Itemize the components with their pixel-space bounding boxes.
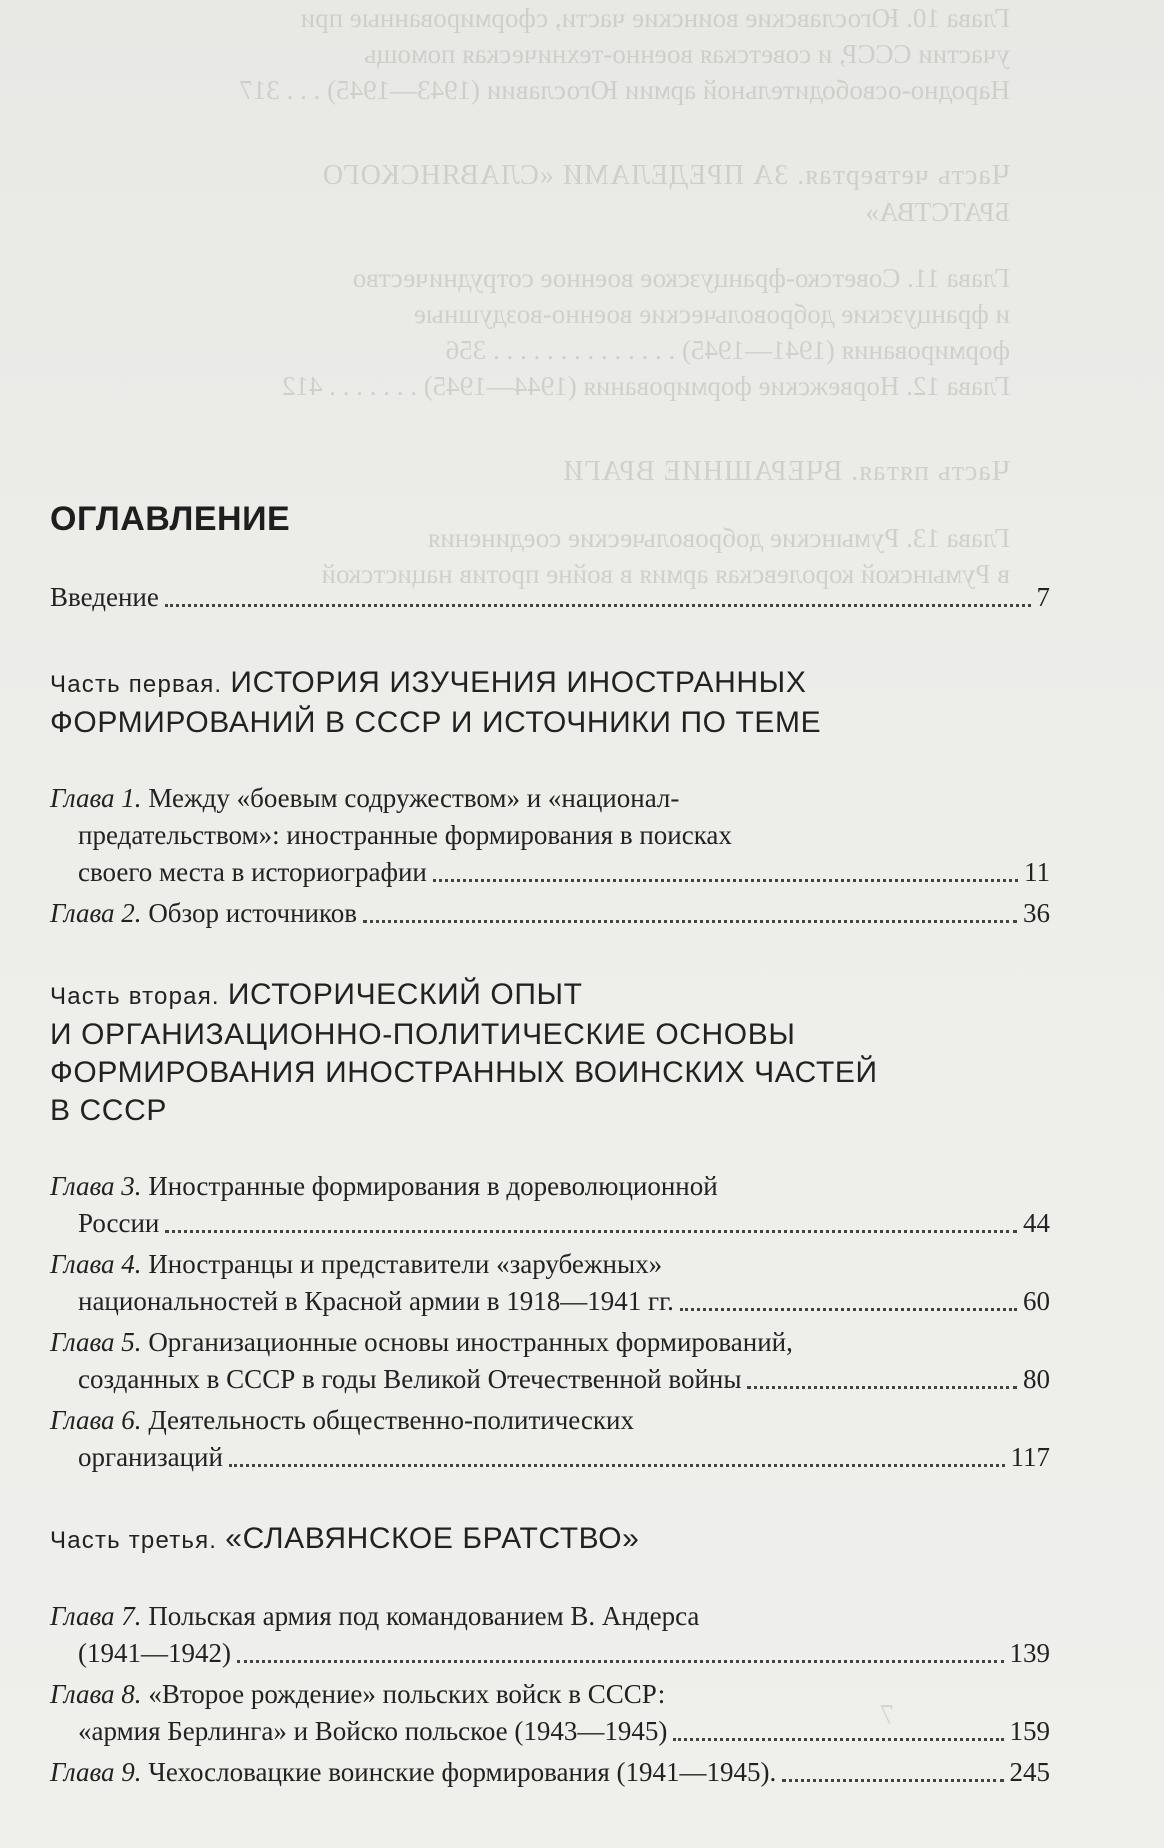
toc-entry-chapter-5[interactable]	[50, 1324, 1050, 1398]
chapter-title: Иностранцы и представители «зарубежных»	[148, 1249, 663, 1279]
entry-page: 159	[1009, 1716, 1050, 1746]
entry-page: 60	[1023, 1286, 1050, 1316]
toc-entry-chapter-8[interactable]	[50, 1676, 1050, 1750]
chapter-number: Глава 2.	[50, 898, 142, 928]
part-heading-2	[50, 976, 1050, 1130]
part-label: Часть вторая.	[50, 983, 220, 1010]
entry-page: 117	[1010, 1442, 1050, 1472]
chapter-number: Глава 3.	[50, 1171, 142, 1201]
chapter-title: своего места в историографии	[78, 857, 427, 887]
chapter-title: «Второе рождение» польских войск в СССР:	[148, 1679, 666, 1709]
toc-heading: ОГЛАВЛЕНИЕ	[50, 500, 291, 538]
entry-text: Введение	[50, 582, 159, 612]
chapter-number: Глава 7.	[50, 1601, 142, 1631]
chapter-title: Организационные основы иностранных формирований,	[148, 1327, 793, 1357]
ghost-line: Часть пятая. ВЧЕРАШНИЕ ВРАГИ	[562, 456, 1010, 487]
dot-leader	[680, 1308, 1017, 1311]
part-title: В СССР	[50, 1094, 167, 1127]
chapter-title: Обзор источников	[148, 898, 357, 928]
ghost-line: Глава 11. Советско-французское военное сотрудничество	[352, 263, 1010, 293]
dot-leader	[237, 1660, 1004, 1663]
dot-leader	[229, 1464, 1005, 1467]
chapter-title: Чехословацкие воинские формирования (1941—1945).	[148, 1757, 777, 1787]
entry-page: 11	[1024, 857, 1050, 887]
chapter-title: Иностранные формирования в дореволюционной	[148, 1171, 718, 1201]
chapter-title: «армия Берлинга» и Войско польское (1943—1945)	[78, 1716, 668, 1746]
chapter-number: Глава 6.	[50, 1405, 142, 1435]
ghost-line: Глава 10. Югославские воинские части, сформированные при	[300, 3, 1010, 33]
entry-page: 245	[1009, 1757, 1050, 1787]
toc-entry-chapter-6[interactable]	[50, 1402, 1050, 1476]
part-title: ИСТОРИЯ ИЗУЧЕНИЯ ИНОСТРАННЫХ	[230, 666, 807, 699]
dot-leader	[165, 604, 1031, 607]
part-label: Часть третья.	[50, 1527, 218, 1554]
ghost-line: БРАТСТВА»	[865, 197, 1010, 227]
ghost-line: формирования (1941—1945) . . . . . . . . . . . . . . 356	[445, 335, 1010, 365]
entry-page: 139	[1009, 1638, 1050, 1668]
chapter-number: Глава 4.	[50, 1249, 142, 1279]
dot-leader	[747, 1386, 1017, 1389]
part-heading-3	[50, 1520, 1050, 1560]
dot-leader	[363, 920, 1017, 923]
part-title: ФОРМИРОВАНИЯ ИНОСТРАННЫХ ВОИНСКИХ ЧАСТЕЙ	[50, 1056, 878, 1089]
chapter-title: Польская армия под командованием В. Андерса	[148, 1601, 700, 1631]
chapter-title: предательством»: иностранные формирования в поисках	[78, 820, 732, 850]
toc-entry-chapter-7[interactable]	[50, 1598, 1050, 1672]
chapter-title: Деятельность общественно-политических	[148, 1405, 634, 1435]
table-of-contents	[50, 500, 1050, 1795]
chapter-title: (1941—1942)	[78, 1638, 231, 1668]
entry-page: 80	[1023, 1364, 1050, 1394]
chapter-title: Между «боевым содружеством» и «национал-	[148, 783, 680, 813]
toc-entry-chapter-2[interactable]	[50, 895, 1050, 932]
part-title: «СЛАВЯНСКОЕ БРАТСТВО»	[225, 1522, 640, 1555]
ghost-line: в Румынской королевская армия в войне против нацистской	[321, 559, 1010, 589]
dot-leader	[782, 1779, 1003, 1782]
chapter-number: Глава 5.	[50, 1327, 142, 1357]
ghost-line: Народно-освободительной армии Югославии (1943—1945) . . . 317	[239, 75, 1010, 105]
entry-page: 7	[1036, 582, 1050, 612]
chapter-title: национальностей в Красной армии в 1918—1941 гг.	[78, 1286, 674, 1316]
ghost-line: участии СССР, и советская военно-техническая помощь	[364, 39, 1010, 69]
toc-entry-chapter-4[interactable]	[50, 1246, 1050, 1320]
ghost-page-number: 7	[880, 1700, 894, 1731]
part-label: Часть первая.	[50, 671, 223, 698]
dot-leader	[165, 1230, 1017, 1233]
toc-entry-chapter-9[interactable]	[50, 1754, 1050, 1791]
part-title: И ОРГАНИЗАЦИОННО-ПОЛИТИЧЕСКИЕ ОСНОВЫ	[50, 1018, 796, 1051]
toc-entry-chapter-1[interactable]	[50, 780, 1050, 891]
chapter-number: Глава 8.	[50, 1679, 142, 1709]
part-title: ИСТОРИЧЕСКИЙ ОПЫТ	[227, 978, 583, 1011]
ghost-line: Глава 13. Румынские добровольческие соединения	[427, 523, 1010, 553]
toc-entry-intro[interactable]	[50, 579, 1050, 616]
toc-entry-chapter-3[interactable]	[50, 1168, 1050, 1242]
chapter-number: Глава 1.	[50, 783, 142, 813]
ghost-line: и французские добровольческие военно-воздушные	[413, 299, 1010, 329]
dot-leader	[673, 1738, 1003, 1741]
part-heading-1	[50, 664, 1050, 742]
entry-page: 36	[1023, 898, 1050, 928]
ghost-line: Глава 12. Норвежские формирования (1944—1945) . . . . . . . 412	[282, 371, 1010, 401]
part-title: ФОРМИРОВАНИЙ В СССР И ИСТОЧНИКИ ПО ТЕМЕ	[50, 706, 822, 739]
chapter-title: России	[78, 1208, 160, 1238]
ghost-line: Часть четвертая. ЗА ПРЕДЕЛАМИ «СЛАВЯНСКОГО	[321, 160, 1010, 191]
chapter-number: Глава 9.	[50, 1757, 142, 1787]
entry-page: 44	[1023, 1208, 1050, 1238]
chapter-title: организаций	[78, 1442, 223, 1472]
chapter-title: созданных в СССР в годы Великой Отечественной войны	[78, 1364, 742, 1394]
dot-leader	[433, 879, 1018, 882]
